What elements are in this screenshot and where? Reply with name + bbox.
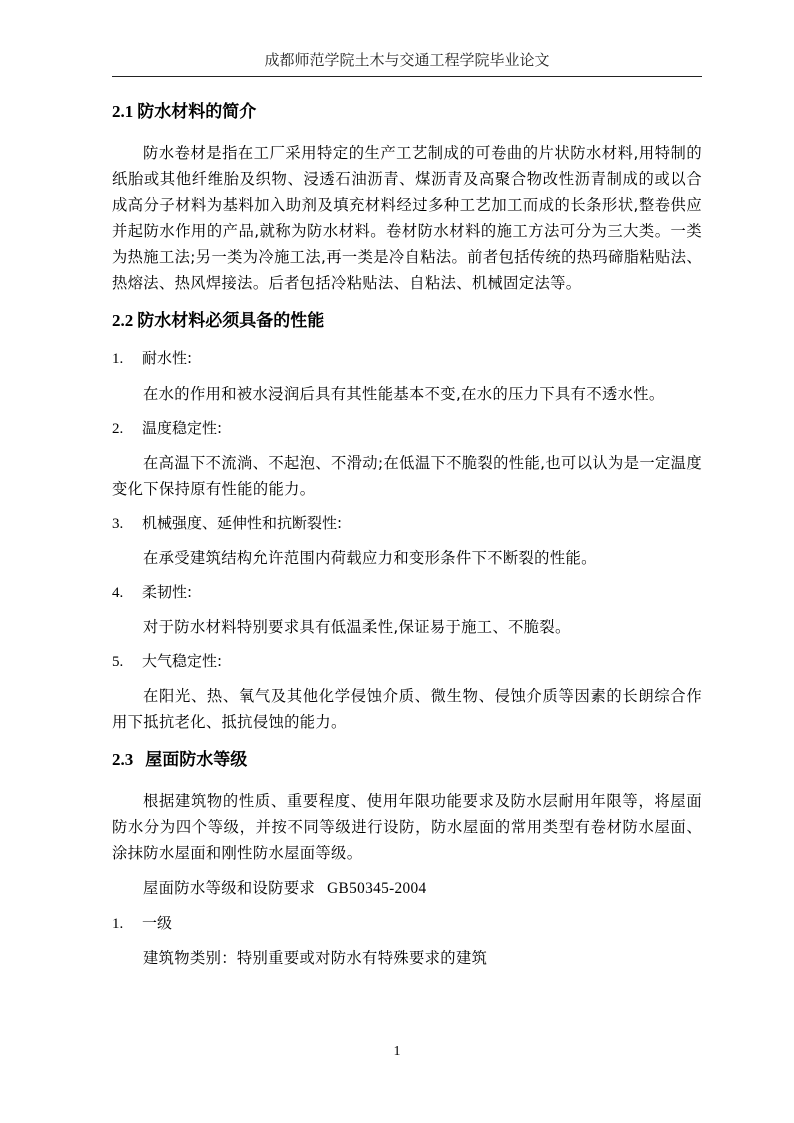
property-label: 柔韧性: xyxy=(142,583,193,601)
property-description: 在水的作用和被水浸润后具有其性能基本不变,在水的压力下具有不透水性。 xyxy=(143,385,665,403)
property-description: 在阳光、热、氧气及其他化学侵蚀介质、微生物、侵蚀介质等因素的长朗综合作用下抵抗老化、抵抗侵蚀的能力。 xyxy=(112,687,702,731)
building-category: 建筑物类别：特别重要或对防水有特殊要求的建筑 xyxy=(143,949,488,967)
property-label: 机械强度、延伸性和抗断裂性: xyxy=(142,514,343,532)
property-item-heading xyxy=(112,580,702,605)
property-label: 温度稳定性: xyxy=(142,419,223,437)
section-2-3-paragraph: 根据建筑物的性质、重要程度、使用年限功能要求及防水层耐用年限等，将屋面防水分为四个等级，并按不同等级进行设防，防水屋面的常用类型有卷材防水屋面、涂抹防水屋面和刚性防水屋面等级。 xyxy=(112,792,702,862)
property-description: 在高温下不流淌、不起泡、不滑动;在低温下不脆裂的性能,也可以认为是一定温度变化下保持原有性能的能力。 xyxy=(112,454,702,498)
list-number: 1. xyxy=(112,916,124,932)
level-label: 一级 xyxy=(142,914,173,932)
property-description: 对于防水材料特别要求具有低温柔性,保证易于施工、不脆裂。 xyxy=(143,618,571,636)
page-number: 1 xyxy=(393,1044,401,1059)
section-title: 防水材料的简介 xyxy=(137,102,257,122)
property-item-heading xyxy=(112,511,702,536)
list-number: 1. xyxy=(112,351,124,367)
standard-code: GB50345-2004 xyxy=(327,880,427,897)
section-heading-2-2 xyxy=(112,309,702,333)
running-header: 成都师范学院土木与交通工程学院毕业论文 xyxy=(264,51,550,69)
section-heading-2-1 xyxy=(112,100,702,124)
list-number: 4. xyxy=(112,585,124,601)
list-number: 2. xyxy=(112,421,124,437)
property-label: 耐水性: xyxy=(142,349,193,367)
section-heading-2-3 xyxy=(112,748,702,772)
property-item-heading xyxy=(112,649,702,674)
section-number: 2.1 xyxy=(112,102,134,121)
property-description: 在承受建筑结构允许范围内荷载应力和变形条件下不断裂的性能。 xyxy=(143,549,597,567)
standard-label: 屋面防水等级和设防要求 xyxy=(143,879,316,897)
section-title: 防水材料必须具备的性能 xyxy=(137,311,325,331)
section-2-1-paragraph: 防水卷材是指在工厂采用特定的生产工艺制成的可卷曲的片状防水材料,用特制的纸胎或其他纤维胎及织物、浸透石油沥青、煤沥青及高聚合物改性沥青制成的或以合成高分子材料为基料加入助剂及填充材料经过多种工艺加工而成的长条形状,整卷供应并起防水作用的产品,就称为防水材料。卷材防水材料的施工方法可分为三大类。一类为热施工法;另一类为冷施工法,再一类是冷自粘法。前者包括传统的热玛碲脂粘贴法、热熔法、热风焊接法。后者包括冷粘贴法、自粘法、机械固定法等。 xyxy=(112,144,702,292)
property-label: 大气稳定性: xyxy=(142,652,223,670)
property-item-heading xyxy=(112,416,702,441)
page-body xyxy=(112,100,702,971)
section-number: 2.3 xyxy=(112,750,134,769)
level-item-heading xyxy=(112,911,702,936)
standard-reference xyxy=(112,875,702,902)
property-item-heading xyxy=(112,346,702,371)
header-divider xyxy=(112,76,702,77)
section-title: 屋面防水等级 xyxy=(145,750,248,770)
list-number: 5. xyxy=(112,654,124,670)
list-number: 3. xyxy=(112,516,124,532)
section-number: 2.2 xyxy=(112,311,134,330)
